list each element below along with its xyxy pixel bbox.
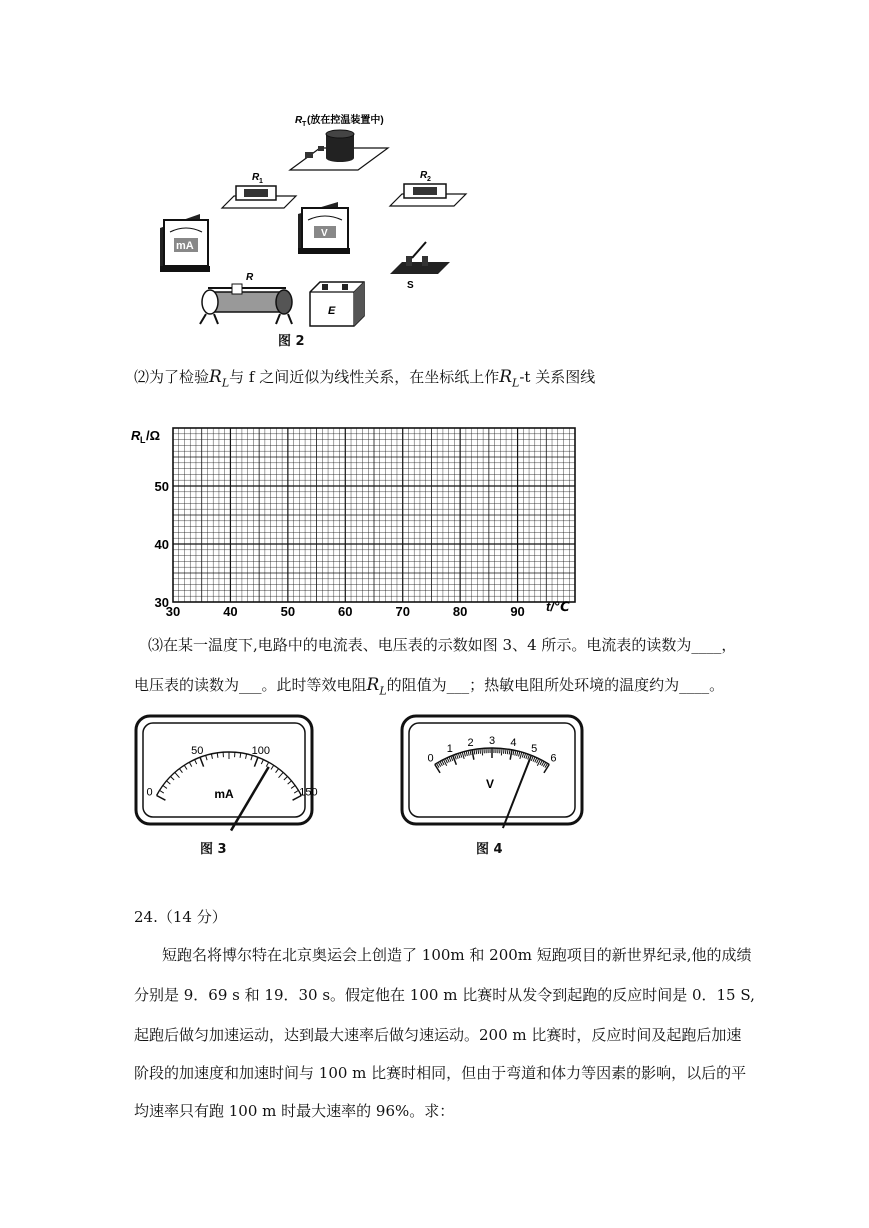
question-24-line: 阶段的加速度和加速时间与 100 m 比赛时相同，但由于弯道和体力等因素的影响，以后的平 [134, 1064, 747, 1082]
x-axis-label: t/℃ [546, 599, 570, 614]
scale-tick [480, 749, 481, 754]
scale-tick [505, 749, 506, 754]
question-3-line-1: ⑶在某一温度下,电路中的电流表、电压表的示数如图 3、4 所示。电流表的读数为____， [148, 636, 737, 654]
apparatus-drawing [150, 108, 480, 348]
scale-label: 3 [488, 735, 496, 747]
question-24-line: 分别是 9．69 s 和 19．30 s。假定他在 100 m 比赛时从发令到起跑的反应时间是 0．15 S, [134, 986, 755, 1004]
scale-label: 0 [146, 786, 153, 799]
ammeter-unit: mA [214, 787, 234, 801]
scale-label: 6 [550, 752, 557, 765]
rt-label-sub: T [302, 121, 307, 128]
figure-4-voltmeter [400, 714, 584, 826]
r1-label-main: R [252, 172, 260, 183]
scale-tick [503, 749, 504, 754]
question-24-line: 均速率只有跑 100 m 时最大速率的 96%。求： [134, 1102, 455, 1120]
y-axis-label-sub: L [140, 435, 146, 445]
scale-tick [482, 748, 483, 755]
ammeter-face [134, 714, 318, 826]
battery-label: E [328, 305, 336, 317]
question-24-heading: 24.（14 分） [134, 908, 227, 926]
y-tick-label: 40 [154, 537, 169, 552]
q2-prefix: ⑵为了检验 [134, 368, 210, 386]
y-axis-unit: /Ω [146, 428, 161, 443]
q3-rl-symbol: $R_L$ [366, 675, 387, 698]
graph-grid-svg [125, 420, 595, 625]
x-tick-label: 70 [395, 604, 410, 619]
figure-3-caption: 图 3 [200, 842, 227, 857]
ma-meter-label: mA [176, 240, 194, 252]
q3-line2-suffix: 的阻值为___；热敏电阻所处环境的温度约为____。 [386, 676, 725, 694]
scale-tick [501, 748, 502, 755]
scale-label: 1 [446, 742, 453, 755]
v-meter-label: V [321, 228, 328, 239]
question-3-line-2 [134, 674, 724, 702]
r2-label-sub: 2 [427, 176, 431, 183]
figure-2 [150, 108, 480, 348]
switch-label: S [407, 280, 414, 291]
x-tick-label: 30 [165, 604, 181, 619]
question-2-line [134, 366, 595, 394]
rheostat-label: R [246, 272, 254, 283]
figure-3-ammeter [134, 714, 318, 826]
figure-4-caption: 图 4 [476, 842, 503, 857]
r1-label-sub: 1 [259, 178, 263, 185]
scale-label: 50 [191, 744, 204, 757]
r2-label-main: R [420, 170, 428, 181]
scale-tick [217, 753, 218, 758]
x-tick-label: 40 [223, 604, 238, 619]
figure-2-caption: 图 2 [278, 334, 305, 349]
q2-rl-symbol-2: $R_L$ [499, 367, 520, 390]
voltmeter-unit: V [485, 777, 495, 791]
scale-label: 2 [467, 737, 474, 750]
scale-tick [240, 753, 241, 758]
x-tick-label: 80 [452, 604, 468, 619]
x-tick-labels [166, 604, 525, 619]
y-axis-label: R [131, 428, 141, 443]
question-24-line: 起跑后做匀加速运动，达到最大速率后做匀速运动。200 m 比赛时，反应时间及起跑后加速 [134, 1026, 742, 1044]
x-tick-label: 90 [510, 604, 525, 619]
q3-line2-prefix: 电压表的读数为___。此时等效电阻 [134, 676, 367, 694]
graph-paper [125, 420, 595, 625]
grid-lines [173, 428, 575, 602]
q2-suffix: -t 关系图线 [519, 368, 596, 386]
q2-middle: 与 f 之间近似为线性关系，在坐标纸上作 [229, 368, 500, 386]
question-24-line: 短跑名将博尔特在北京奥运会上创造了 100m 和 200m 短跑项目的新世界纪录,他的成绩 [162, 946, 752, 964]
rt-label-main: R [295, 115, 303, 126]
scale-label: 0 [427, 752, 434, 765]
q2-rl-symbol: $R_L$ [209, 367, 230, 390]
scale-label: 150 [299, 786, 318, 799]
scale-label: 100 [251, 744, 270, 757]
rt-label-rest: (放在控温装置中) [307, 115, 384, 126]
y-tick-labels [155, 479, 169, 610]
scale-tick [478, 749, 479, 754]
scale-label: 5 [531, 742, 538, 755]
x-tick-label: 50 [280, 604, 296, 619]
scale-label: 4 [510, 737, 517, 750]
y-tick-label: 30 [154, 595, 169, 610]
x-tick-label: 60 [338, 604, 353, 619]
y-tick-label: 50 [154, 479, 169, 494]
voltmeter-face [400, 714, 584, 826]
